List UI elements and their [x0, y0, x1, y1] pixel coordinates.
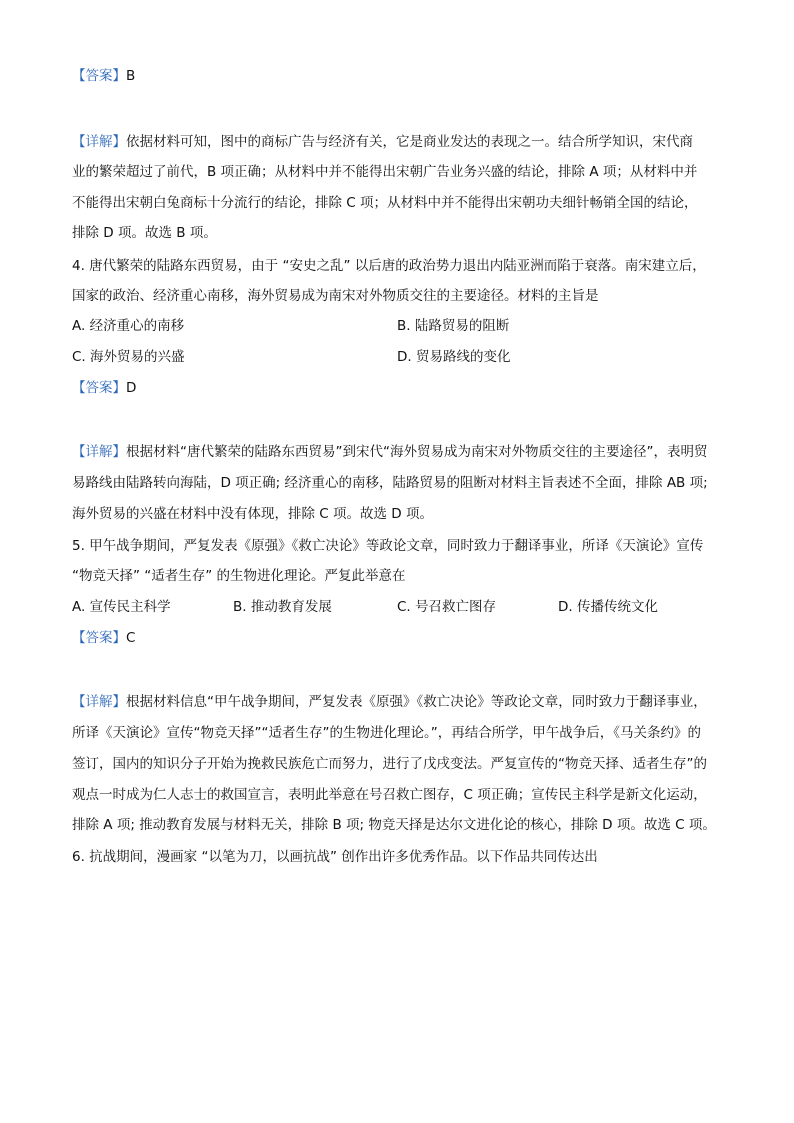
q5-detail-line: 【详解】根据材料信息“甲午战争期间，严复发表《原强》《救亡决论》等政论文章，同时致力于翻译事业，	[72, 694, 707, 710]
answer-value: C	[126, 630, 136, 646]
q6-stem-line: 6. 抗战期间，漫画家 “以笔为刀，以画抗战” 创作出许多优秀作品。以下作品共同传达出	[72, 849, 598, 865]
q4-detail-line: 海外贸易的兴盛在材料中没有体现，排除 C 项。故选 D 项。	[72, 506, 433, 522]
q3-answer	[72, 66, 722, 86]
q4-option-b: B. 陆路贸易的阻断	[397, 318, 510, 334]
q3-detail-line: 不能得出宋朝白兔商标十分流行的结论，排除 C 项；从材料中并不能得出宋朝功夫细针畅销全国的结论，	[72, 195, 698, 211]
q4-option-c: C. 海外贸易的兴盛	[72, 349, 185, 365]
q5-option-a: A. 宣传民主科学	[72, 599, 171, 615]
q4-detail-line: 【详解】根据材料“唐代繁荣的陆路东西贸易”到宋代“海外贸易成为南宋对外物质交往的主要途径”，表明贸	[72, 444, 708, 460]
q5-stem-line: 5. 甲午战争期间，严复发表《原强》《救亡决论》等政论文章，同时致力于翻译事业，所译《天演论》宣传	[72, 538, 704, 554]
q5-answer	[72, 628, 722, 648]
q3-detail-line: 【详解】依据材料可知，图中的商标广告与经济有关，它是商业发达的表现之一。结合所学知识，宋代商	[72, 134, 693, 150]
q5-option-d: D. 传播传统文化	[558, 599, 658, 615]
q5-option-b: B. 推动教育发展	[233, 599, 332, 615]
q4-answer	[72, 378, 722, 398]
q3-detail-line: 业的繁荣超过了前代，B 项正确；从材料中并不能得出宋朝广告业务兴盛的结论，排除 A 项；从材料中并	[72, 164, 698, 180]
q4-stem-line: 4. 唐代繁荣的陆路东西贸易，由于 “安史之乱” 以后唐的政治势力退出内陆亚洲而陷于衰落。南宋建立后，	[72, 258, 706, 274]
answer-value: B	[126, 68, 136, 84]
answer-value: D	[126, 380, 137, 396]
q4-option-d: D. 贸易路线的变化	[397, 349, 511, 365]
answer-label: 【答案】	[72, 68, 126, 84]
q4-option-a: A. 经济重心的南移	[72, 318, 185, 334]
q4-detail-line: 易路线由陆路转向海陆，D 项正确; 经济重心的南移，陆路贸易的阻断对材料主旨表述不全面，排除 AB 项;	[72, 475, 708, 491]
detail-label: 【详解】	[72, 694, 126, 710]
q5-detail-line: 观点一时成为仁人志士的救国宣言，表明此举意在号召救亡图存，C 项正确；宣传民主科学是新文化运动，	[72, 787, 707, 803]
q5-detail-line: 所译《天演论》宣传“物竞天择”“适者生存”的生物进化理论。”，再结合所学，甲午战争后，《马关条约》的	[72, 725, 701, 741]
answer-label: 【答案】	[72, 380, 126, 396]
q5-option-c: C. 号召救亡图存	[397, 599, 497, 615]
q5-detail-line: 排除 A 项; 推动教育发展与材料无关，排除 B 项; 物竞天择是达尔文进化论的核心，排除 D 项。故选 C 项。	[72, 817, 716, 833]
q4-stem-line: 国家的政治、经济重心南移，海外贸易成为南宋对外物质交往的主要途径。材料的主旨是	[72, 288, 599, 304]
q3-detail-line: 排除 D 项。故选 B 项。	[72, 225, 217, 241]
detail-label: 【详解】	[72, 134, 126, 150]
q5-detail-line: 签订，国内的知识分子开始为挽救民族危亡而努力，进行了戊戌变法。严复宣传的“物竞天择、适者生存”的	[72, 756, 707, 772]
detail-label: 【详解】	[72, 444, 126, 460]
answer-label: 【答案】	[72, 630, 126, 646]
q5-stem-line: “物竞天择” “适者生存” 的生物进化理论。严复此举意在	[72, 568, 406, 584]
